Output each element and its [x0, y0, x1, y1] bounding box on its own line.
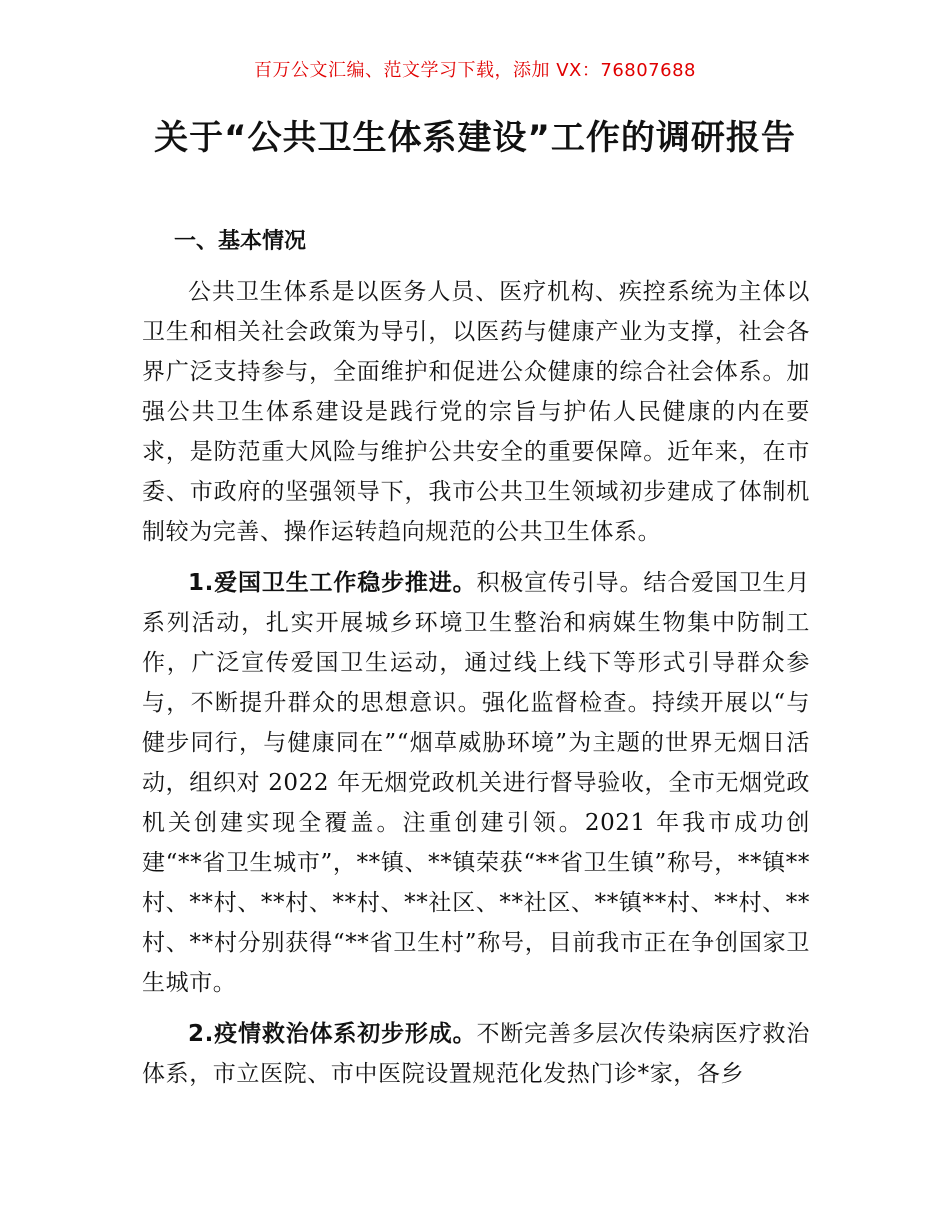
item-2-lead: 2.疫情救治体系初步形成。 [188, 1021, 477, 1047]
item-2-paragraph [142, 1014, 810, 1094]
item-1-body: 积极宣传引导。结合爱国卫生月系列活动，扎实开展城乡环境卫生整治和病媒生物集中防制工作，广泛宣传爱国卫生运动，通过线上线下等形式引导群众参与，不断提升群众的思想意识。强化监督检查。持续开展以“与健步同行，与健康同在”“烟草威胁环境”为主题的世界无烟日活动，组织对 2022 年无烟党政机关进行督导验收，全市无烟党政机关创建实现全覆盖。注重创建引领。2021 年我市成功创建“**省卫生城市”，**镇、**镇荣获“**省卫生镇”称号，**镇**村、**村、**村、**村、**社区、**社区、**镇**村、**村、**村、**村分别获得“**省卫生村”称号，目前我市正在争创国家卫生城市。 [142, 570, 810, 996]
intro-paragraph: 公共卫生体系是以医务人员、医疗机构、疾控系统为主体以卫生和相关社会政策为导引，以医药与健康产业为支撑，社会各界广泛支持参与，全面维护和促进公众健康的综合社会体系。加强公共卫生体系建设是践行党的宗旨与护佑人民健康的内在要求，是防范重大风险与维护公共安全的重要保障。近年来，在市委、市政府的坚强领导下，我市公共卫生领域初步建成了体制机制较为完善、操作运转趋向规范的公共卫生体系。 [142, 279, 810, 545]
section-heading-basic: 一、基本情况 [174, 229, 307, 254]
item-1-lead: 1.爱国卫生工作稳步推进。 [188, 570, 477, 596]
document-body [142, 222, 810, 1105]
item-1-paragraph [142, 563, 810, 1003]
item-2-body: 不断完善多层次传染病医疗救治体系，市立医院、市中医院设置规范化发热门诊*家，各乡 [142, 1021, 810, 1087]
watermark-banner: 百万公文汇编、范文学习下载，添加 VX：76807688 [254, 60, 696, 81]
document-title: 关于“公共卫生体系建设”工作的调研报告 [154, 118, 796, 158]
